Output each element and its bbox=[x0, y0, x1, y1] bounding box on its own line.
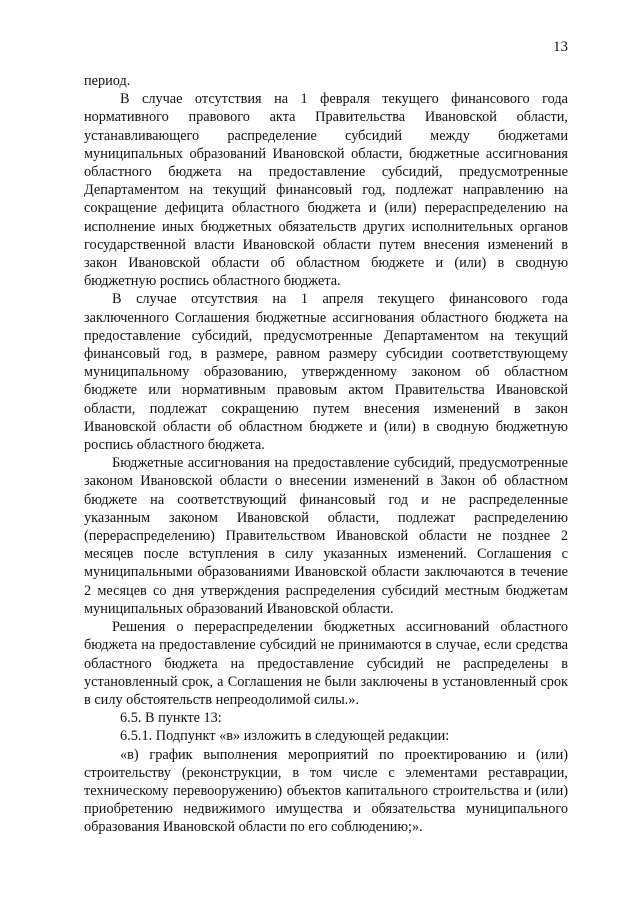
paragraph-budget-allocations: Бюджетные ассигнования на предоставление субсидий, предусмотренные законом Ивановской области о внесении изменений в Закон об областном бюджете на соответствующий финансовый год и не распределенные указанным законом Ивановской области, подлежат распределению (перераспределению) Правительством Ивановской области не позднее 2 месяцев после вступления в силу указанных изменений. Соглашения с муниципальными образованиями Ивановской области заключаются в течение 2 месяцев со дня утверждения распределения субсидий местным бюджетам муниципальных образований Ивановской области. bbox=[84, 455, 568, 617]
paragraph-redistribution-decisions: Решения о перераспределении бюджетных ассигнований областного бюджета на предоставление субсидий не принимаются в случае, если средства областного бюджета на предоставление субсидий не распределены в установленный срок, а Соглашения не были заключены в установленный срок в силу обстоятельств непреодолимой силы.». bbox=[84, 619, 568, 708]
paragraph-continuation: период. bbox=[84, 73, 131, 89]
paragraph-april-absence: В случае отсутствия на 1 апреля текущего финансового года заключенного Соглашения бюджетные ассигнования областного бюджета на предоставление субсидий, предусмотренные Департаментом на текущий финансовый год, в размере, равном размеру субсидии соответствующему муниципальному образованию, утвержденному законом об областном бюджете или нормативным правовым актом Правительства Ивановской области, подлежат сокращению путем внесения изменений в закон Ивановской области об областном бюджете и (или) в сводную бюджетную роспись областного бюджета. bbox=[84, 291, 568, 454]
paragraph-item-6-5-1: 6.5.1. Подпункт «в» изложить в следующей редакции: bbox=[120, 728, 450, 745]
paragraph-item-6-5: 6.5. В пункте 13: bbox=[120, 710, 222, 727]
document-body bbox=[84, 72, 568, 837]
paragraph-subitem-v: «в) график выполнения мероприятий по проектированию и (или) строительству (реконструкции, в том числе с элементами реставрации, техническому перевооружению) объектов капитального строительства и (или) приобретению недвижимого имущества и обязательства муниципального образования Ивановской области по его соблюдению;». bbox=[84, 746, 568, 836]
page-number: 13 bbox=[553, 39, 568, 55]
paragraph-february-absence: В случае отсутствия на 1 февраля текущего финансового года нормативного правового акта Правительства Ивановской области, устанавливающего распределение субсидий между бюджетами муниципальных образований Ивановской области, бюджетные ассигнования областного бюджета на предоставление субсидий, предусмотренные Департаментом на текущий финансовый год, подлежат направлению на сокращение дефицита областного бюджета и (или) перераспределению на исполнение иных бюджетных обязательств других исполнительных органов государственной власти Ивановской области путем внесения изменений в закон Ивановской области об областном бюджете и (или) в сводную бюджетную роспись областного бюджета. bbox=[84, 91, 568, 290]
